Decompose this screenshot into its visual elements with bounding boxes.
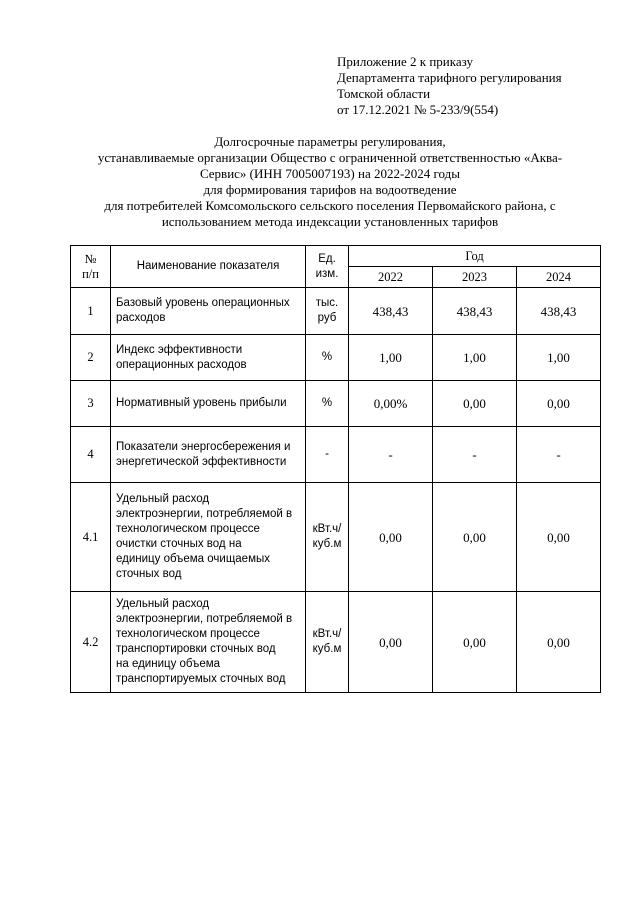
table-row [71,381,601,427]
row-value-2022: 0,00% [349,381,433,427]
row-name: Удельный расход электроэнергии, потребляемой в технологическом процессе транспортировки сточных вод на единицу объема транспортируемых сточных вод [111,592,306,693]
row-unit: - [306,427,349,483]
row-num: 4.1 [71,483,111,592]
row-num: 2 [71,335,111,381]
parameters-table [70,245,601,693]
row-value-2024: 0,00 [517,592,601,693]
row-value-2024: 0,00 [517,483,601,592]
row-value-2024: 1,00 [517,335,601,381]
row-value-2023: - [433,427,517,483]
appendix-line: Приложение 2 к приказу [337,54,474,69]
row-value-2022: 438,43 [349,288,433,335]
row-value-2023: 0,00 [433,483,517,592]
header-num: № п/п [71,246,111,288]
appendix-line: Томской области [337,86,431,101]
table-row [71,483,601,592]
table-row [71,592,601,693]
header-year: 2022 [349,267,433,288]
row-value-2022: - [349,427,433,483]
row-value-2022: 0,00 [349,483,433,592]
row-value-2023: 1,00 [433,335,517,381]
row-value-2023: 0,00 [433,381,517,427]
title-line: Долгосрочные параметры регулирования, [214,134,446,149]
row-num: 1 [71,288,111,335]
row-num: 4.2 [71,592,111,693]
row-name: Показатели энергосбережения и энергетической эффективности [111,427,306,483]
title-line: для потребителей Комсомольского сельского поселения Первомайского района, с [104,198,556,213]
row-unit: % [306,381,349,427]
row-value-2024: - [517,427,601,483]
title-line: Сервис» (ИНН 7005007193) на 2022-2024 годы [199,166,461,181]
row-value-2024: 0,00 [517,381,601,427]
row-value-2024: 438,43 [517,288,601,335]
header-year-group: Год [349,246,601,267]
appendix-line: от 17.12.2021 № 5-233/9(554) [337,102,499,117]
table-row [71,288,601,335]
header-year: 2023 [433,267,517,288]
table-row [71,335,601,381]
row-name: Нормативный уровень прибыли [111,381,306,427]
table-row [71,427,601,483]
row-value-2023: 438,43 [433,288,517,335]
document-title [60,134,600,230]
row-name: Удельный расход электроэнергии, потребляемой в технологическом процессе очистки сточных вод на единицу объема очищаемых сточных вод [111,483,306,592]
row-name: Базовый уровень операционных расходов [111,288,306,335]
row-num: 3 [71,381,111,427]
appendix-header [337,54,627,118]
row-name: Индекс эффективности операционных расходов [111,335,306,381]
header-year: 2024 [517,267,601,288]
row-value-2023: 0,00 [433,592,517,693]
row-value-2022: 0,00 [349,592,433,693]
row-unit: кВт.ч/ куб.м [306,592,349,693]
appendix-line: Департамента тарифного регулирования [337,70,562,85]
row-unit: тыс. руб [306,288,349,335]
row-value-2022: 1,00 [349,335,433,381]
title-line: устанавливаемые организации Общество с ограниченной ответственностью «Аква- [97,150,563,165]
header-unit: Ед. изм. [306,246,349,288]
header-name: Наименование показателя [111,246,306,288]
row-unit: % [306,335,349,381]
title-line: для формирования тарифов на водоотведение [203,182,457,197]
title-line: использованием метода индексации установленных тарифов [161,214,499,229]
row-unit: кВт.ч/ куб.м [306,483,349,592]
row-num: 4 [71,427,111,483]
